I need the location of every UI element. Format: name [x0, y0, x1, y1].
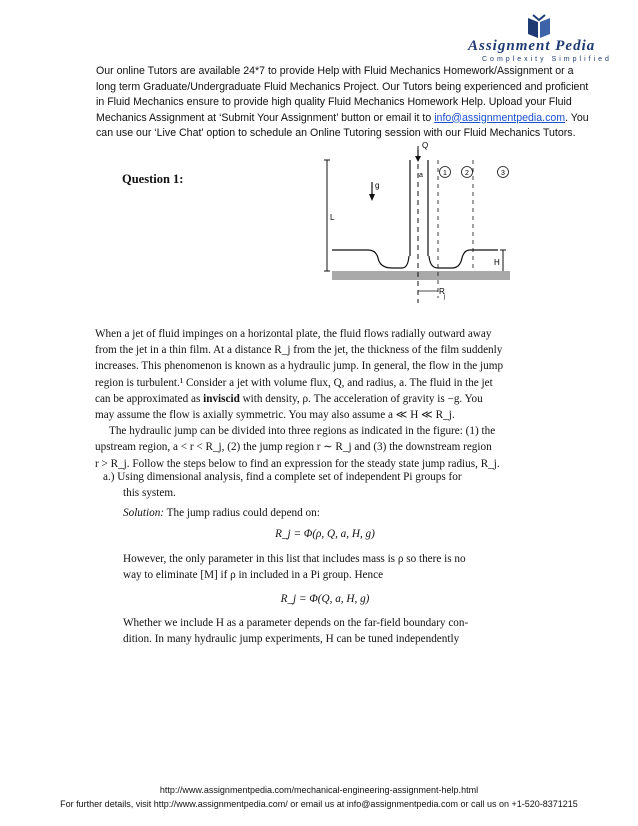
intro-paragraph [96, 64, 596, 142]
problem-statement [95, 326, 545, 472]
text-line: increases. This phenomenon is known as a hydraulic jump. In general, the flow in the jump [95, 360, 504, 373]
footer-details: For further details, visit http://www.assignmentpedia.com/ or email us at info@assignmentpedia.com or call us on +1-520-8371215 [60, 799, 578, 809]
solution-intro: Solution: The jump radius could depend on: [123, 507, 320, 519]
region-3-label: 3 [501, 170, 505, 177]
equation-1: R_j = Φ(ρ, Q, a, H, g) [275, 528, 375, 540]
label-rj: R [439, 287, 445, 296]
text-line: upstream region, a < r < R_j, (2) the jump region r ∼ R_j and (3) the downstream region [95, 441, 492, 454]
text-line: When a jet of fluid impinges on a horizontal plate, the fluid flows radially outward away [95, 328, 492, 340]
email-link[interactable]: info@assignmentpedia.com [434, 111, 566, 124]
solution-paragraph-3: Whether we include H as a parameter depends on the far-field boundary con- dition. In many hydraulic jump experiments, H can be tuned independently [123, 617, 469, 646]
footer-url[interactable]: http://www.assignmentpedia.com/mechanical-engineering-assignment-help.html [159, 785, 479, 795]
text-line: from the jet in a thin film. At a distance R_j from the jet, the thickness of the film suddenly [95, 344, 503, 357]
intro-line: Mechanics Assignment at ‘Submit Your Assignment’ button or email it to info@assignmentpedia.com. You [96, 111, 589, 124]
solution-paragraph-2: However, the only parameter in this list that includes mass is ρ so there is no way to eliminate [M] if ρ in included in a Pi group. Hence [123, 553, 466, 582]
region-1-label: 1 [443, 170, 447, 177]
label-h: H [494, 258, 500, 267]
label-g: g [375, 181, 380, 190]
intro-line: can use our ‘Live Chat’ option to schedule an Online Tutoring session with our Fluid Mechanics Tutors. [96, 127, 576, 139]
label-a: a [419, 172, 423, 179]
question-label: Question 1: [122, 172, 184, 186]
inviscid-bold: inviscid [203, 392, 240, 405]
part-a-text: Using dimensional analysis, find a complete set of independent Pi groups for [117, 471, 462, 483]
free-surface-right [429, 250, 498, 268]
logo-book-icon [524, 14, 554, 40]
region-2-label: 2 [465, 170, 469, 177]
intro-line: long term Graduate/Undergraduate Fluid Mechanics Project. Our Tutors being experienced and proficient [96, 80, 589, 93]
part-a-question [103, 469, 533, 485]
label-rj-sub: j [444, 294, 446, 300]
part-a-label: a.) [103, 471, 115, 483]
solution-label: Solution: [123, 507, 165, 519]
intro-line: in Fluid Mechanics ensure to provide high quality Fluid Mechanics Homework Help. Upload your Fluid [96, 96, 572, 108]
text-line: The hydraulic jump can be divided into three regions as indicated in the figure: (1) the [109, 425, 496, 438]
text-line: region is turbulent.¹ Consider a jet with volume flux, Q, and radius, a. The fluid in the jet [95, 376, 493, 389]
intro-line: Our online Tutors are available 24*7 to provide Help with Fluid Mechanics Homework/Assignment or a [96, 65, 574, 77]
text-line: may assume the flow is axially symmetric. You may also assume a ≪ H ≪ R_j. [95, 409, 455, 422]
equation-2: R_j = Φ(Q, a, H, g) [280, 593, 370, 605]
logo-title: Assignment Pedia [468, 38, 596, 54]
brand-logo [468, 14, 618, 64]
label-l: L [330, 213, 335, 222]
text-line: r > R_j. Follow the steps below to find an expression for the steady state jump radius, R_j. [95, 457, 500, 470]
logo-tagline: Complexity Simplified [482, 56, 612, 63]
text-line: can be approximated as inviscid with density, ρ. The acceleration of gravity is −g. You [95, 392, 483, 405]
part-a-text-cont: this system. [123, 487, 176, 499]
plate [332, 271, 510, 280]
free-surface-left [332, 250, 409, 268]
hydraulic-jump-figure [318, 138, 518, 308]
label-q: Q [422, 141, 429, 150]
